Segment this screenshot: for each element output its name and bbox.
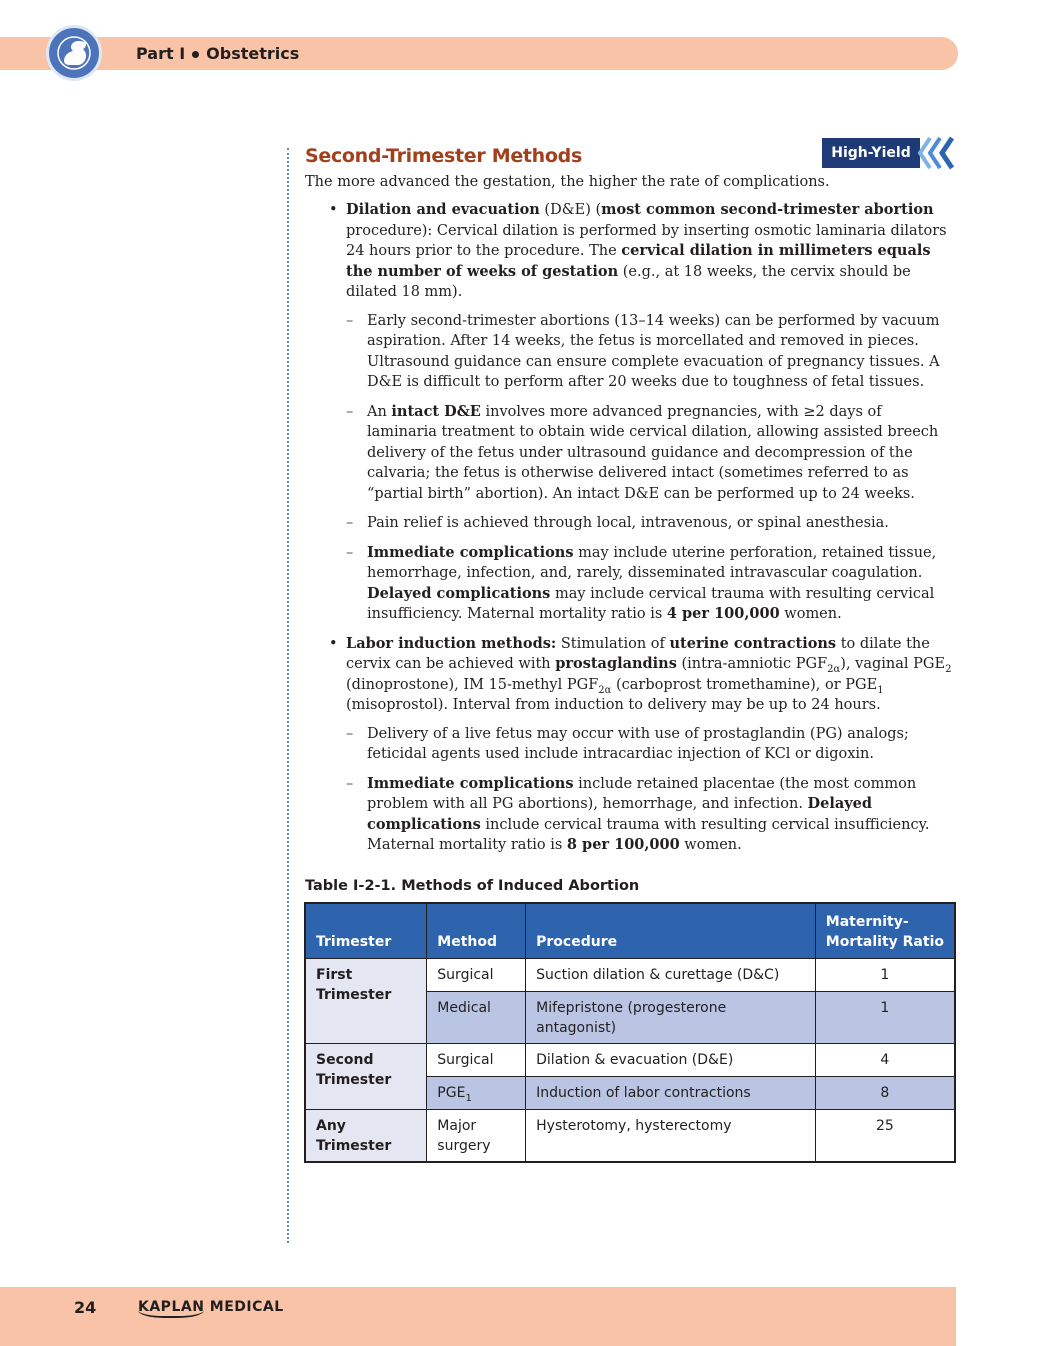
sub-item: – Delivery of a live fetus may occur with use of prostaglandin (PG) analogs; feticidal agents used include intracardiac injection of KCl or digoxin. bbox=[346, 725, 909, 762]
procedure-cell: Mifepristone (progesterone antagonist) bbox=[526, 992, 816, 1044]
method-cell: Major surgery bbox=[427, 1110, 526, 1163]
table-row bbox=[305, 959, 955, 992]
sub-list bbox=[346, 724, 955, 856]
procedure-cell: Hysterotomy, hysterectomy bbox=[526, 1110, 816, 1163]
column-header: Maternity-Mortality Ratio bbox=[815, 903, 955, 959]
ratio-cell: 1 bbox=[815, 959, 955, 992]
procedure-cell: Suction dilation & curettage (D&C) bbox=[526, 959, 816, 992]
fetus-icon bbox=[46, 25, 102, 81]
bullet-list bbox=[305, 200, 955, 856]
column-header: Procedure bbox=[526, 903, 816, 959]
ratio-cell: 4 bbox=[815, 1044, 955, 1077]
ratio-cell: 1 bbox=[815, 992, 955, 1044]
section-label: Obstetrics bbox=[206, 44, 300, 63]
bullet-icon: • bbox=[329, 202, 338, 218]
bullet-text: Dilation and evacuation (D&E) (most common second-trimester abortion procedure): Cervical dilation is performed by inserting osmotic laminaria dilators 24 hours prior to the procedure. The cervical dilation in millimeters equals the number of weeks of gestation (e.g., at 18 weeks, the cervix should be dilated 18 mm). bbox=[346, 201, 947, 300]
sub-item: – Early second-trimester abortions (13–14 weeks) can be performed by vacuum aspiration. After 14 weeks, the fetus is morcellated and removed in pieces. Ultrasound guidance can ensure complete evacuation of pregnancy tissues. A D&E is difficult to perform after 20 weeks due to toughness of fetal tissues. bbox=[346, 312, 940, 390]
trimester-cell: Second Trimester bbox=[305, 1044, 427, 1110]
bullet-icon: • bbox=[329, 635, 338, 652]
footer-band bbox=[0, 1287, 956, 1346]
bullet-dilation-evacuation bbox=[305, 200, 955, 625]
sub-item: – An intact D&E involves more advanced pregnancies, with ≥2 days of laminaria treatment to obtain wide cervical dilation, allowing assisted breech delivery of the fetus under ultrasound guidance and decompression of the calvaria; the fetus is otherwise delivered intact (sometimes referred to as “partial birth” abortion). An intact D&E can be performed up to 24 weeks. bbox=[346, 402, 939, 502]
procedure-cell: Dilation & evacuation (D&E) bbox=[526, 1044, 816, 1077]
procedure-cell: Induction of labor contractions bbox=[526, 1077, 816, 1110]
high-yield-badge: High-Yield bbox=[822, 138, 920, 168]
intro-text: The more advanced the gestation, the higher the rate of complications. bbox=[305, 173, 830, 190]
margin-rule bbox=[287, 148, 289, 1243]
sub-list bbox=[346, 311, 955, 625]
table-row bbox=[305, 1044, 955, 1077]
sub-item: – Immediate complications may include uterine perforation, retained tissue, hemorrhage, infection, and, rarely, disseminated intravascular coagulation. Delayed complications may include cervical trauma with resulting cervical insufficiency. Maternal mortality ratio is 4 per 100,000 women. bbox=[346, 543, 937, 622]
bullet-labor-induction bbox=[305, 634, 955, 856]
method-cell: $PGE_1$ bbox=[427, 1077, 526, 1110]
publisher-logo bbox=[138, 1299, 284, 1315]
table-header-row bbox=[305, 903, 955, 959]
trimester-cell: Any Trimester bbox=[305, 1110, 427, 1163]
bullet-text: Labor induction methods: Stimulation of uterine contractions to dilate the cervix can be achieved with prostaglandins (intra-amniotic $PGF_{2\alpha}$), vaginal $PGE_2$ (dinoprostone), IM 15-methyl $PGF_{2\alpha}$ (carboprost tromethamine), or $PGE_1$ (misoprostol). Interval from induction to delivery may be up to 24 hours. bbox=[346, 634, 952, 713]
column-header: Trimester bbox=[305, 903, 427, 959]
brand-kaplan: KAPLAN bbox=[138, 1299, 204, 1318]
method-cell: Medical bbox=[427, 992, 526, 1044]
sub-item: – Pain relief is achieved through local, intravenous, or spinal anesthesia. bbox=[346, 515, 889, 531]
table-row bbox=[305, 1110, 955, 1163]
part-label: Part I bbox=[136, 44, 186, 63]
header-title bbox=[136, 44, 299, 63]
sub-item: – Immediate complications include retained placentae (the most common problem with all PG abortions), hemorrhage, and infection. Delayed complications include cervical trauma with resulting cervical insufficiency. Maternal mortality ratio is 8 per 100,000 women. bbox=[346, 774, 930, 853]
table-title: Table I-2-1. Methods of Induced Abortion bbox=[305, 878, 640, 894]
section-title: Second-Trimester Methods bbox=[305, 145, 582, 167]
trimester-cell: First Trimester bbox=[305, 959, 427, 1044]
brand-medical: MEDICAL bbox=[209, 1299, 284, 1315]
page-number: 24 bbox=[74, 1298, 97, 1317]
column-header: Method bbox=[427, 903, 526, 959]
method-cell: Surgical bbox=[427, 1044, 526, 1077]
method-cell: Surgical bbox=[427, 959, 526, 992]
methods-table bbox=[304, 902, 956, 1163]
bullet-dot bbox=[192, 51, 199, 58]
ratio-cell: 25 bbox=[815, 1110, 955, 1163]
main-content bbox=[305, 146, 955, 865]
ratio-cell: 8 bbox=[815, 1077, 955, 1110]
